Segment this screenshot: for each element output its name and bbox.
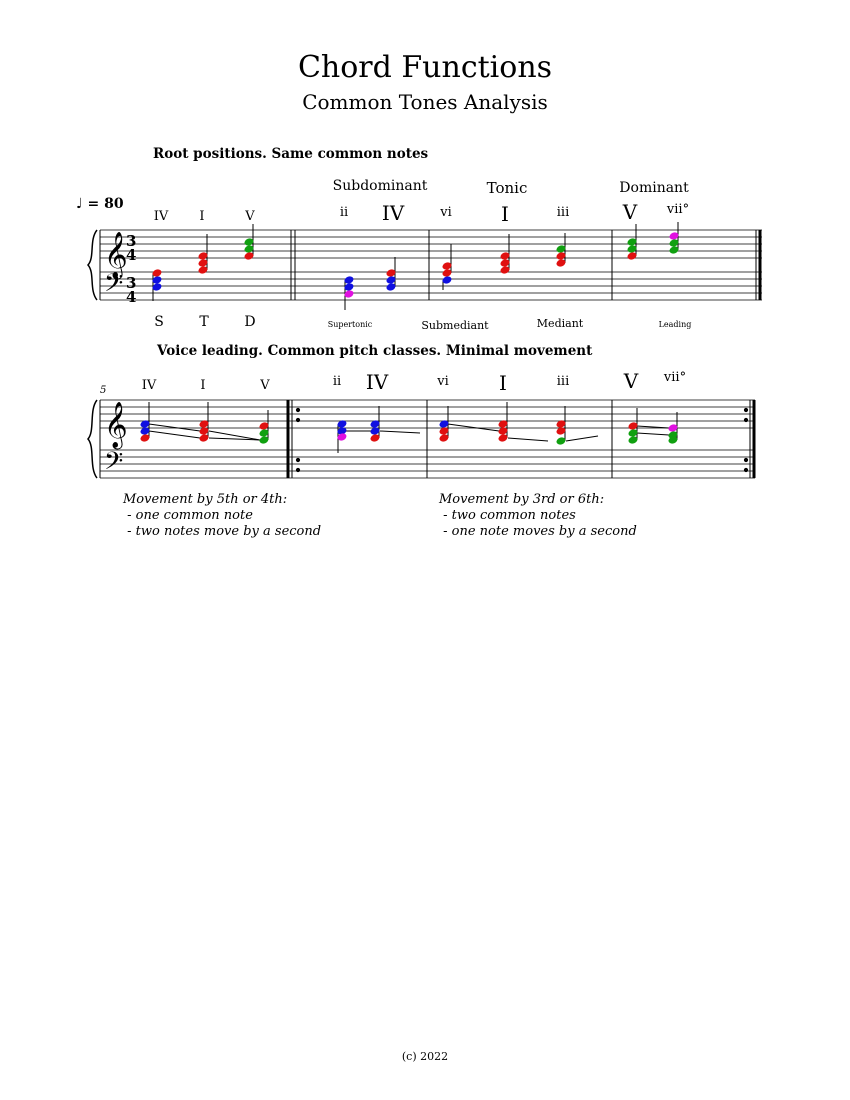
s1-numeral: vii° <box>666 202 690 217</box>
repeat-dot <box>296 458 299 461</box>
repeat-dot <box>296 468 299 471</box>
treble-clef-icon: 𝄞 <box>104 402 128 448</box>
repeat-dot <box>296 408 299 411</box>
s1-degree-label: Submediant <box>421 319 489 332</box>
repeat-dot <box>744 408 747 411</box>
note-third-sixth: Movement by 3rd or 6th: - two common notes - one note moves by a second <box>439 492 637 539</box>
s2-numeral: vi <box>437 374 449 389</box>
tempo-value: = 80 <box>87 196 124 212</box>
s1-function-label: S <box>154 314 164 330</box>
s1-numeral: iii <box>556 205 570 220</box>
s1-degree-label: Leading <box>658 320 692 329</box>
staves <box>100 230 762 478</box>
voice-leading-lines <box>149 424 669 441</box>
s2-numeral: iii <box>556 374 570 389</box>
voice-leading-line <box>508 438 548 441</box>
voice-leading-line <box>149 424 200 431</box>
group-label-dominant: Dominant <box>619 180 689 196</box>
group-label-subdominant: Subdominant <box>332 178 428 194</box>
section2-heading: Voice leading. Common pitch classes. Minimal movement <box>157 343 593 359</box>
repeat-dot <box>744 458 747 461</box>
s1-degree-label: Supertonic <box>327 320 373 329</box>
s1-function-label: T <box>199 314 209 330</box>
s1-numeral: V <box>245 209 255 224</box>
s1-numeral: vi <box>440 205 452 220</box>
s1-function-label: D <box>244 314 256 330</box>
repeat-dot <box>744 468 747 471</box>
time-signature-numerator: 3 <box>126 232 137 250</box>
voice-leading-line <box>637 433 669 435</box>
s2-numeral: I <box>200 378 206 393</box>
system-brace <box>88 230 97 300</box>
copyright: (c) 2022 <box>401 1050 449 1063</box>
note-fifth-fourth: Movement by 5th or 4th: - one common note - two notes move by a second <box>123 492 322 539</box>
bass-clef-icon: 𝄢 <box>104 269 124 304</box>
page-title: Chord Functions <box>297 50 553 85</box>
time-signature-denominator: 4 <box>126 288 137 306</box>
s1-numeral: V <box>622 200 638 224</box>
s2-numeral: I <box>499 371 507 395</box>
system-brace <box>88 400 97 478</box>
section1-heading: Root positions. Same common notes <box>153 146 429 162</box>
bass-clef-icon: 𝄢 <box>104 447 124 482</box>
s2-numeral: vii° <box>663 370 687 385</box>
treble-clef-icon: 𝄞 <box>104 232 128 278</box>
s2-numeral: V <box>623 369 639 393</box>
clefs-and-signatures <box>104 232 136 482</box>
voice-leading-line <box>149 431 200 438</box>
s2-numeral: ii <box>332 374 342 389</box>
s2-numeral: IV <box>141 378 157 393</box>
voice-leading-line <box>566 436 598 441</box>
repeat-dot <box>744 418 747 421</box>
s1-degree-label: Mediant <box>536 317 584 330</box>
s1-numeral: I <box>199 209 205 224</box>
s2-numeral: V <box>260 378 270 393</box>
group-label-tonic: Tonic <box>486 179 528 197</box>
page-subtitle: Common Tones Analysis <box>302 90 548 114</box>
s1-numeral: IV <box>153 209 169 224</box>
s1-numeral: I <box>501 202 509 226</box>
noteheads <box>140 222 680 453</box>
time-signature-denominator: 4 <box>126 246 137 264</box>
voice-leading-line <box>448 424 499 431</box>
barlines <box>88 230 760 478</box>
s1-numeral: IV <box>381 201 405 225</box>
repeat-dot <box>296 418 299 421</box>
s2-numeral: IV <box>365 370 389 394</box>
measure-number: 5 <box>100 385 107 396</box>
time-signature-numerator: 3 <box>126 274 137 292</box>
quarter-note-icon: ♩ <box>76 196 83 212</box>
voice-leading-line <box>380 431 420 433</box>
s1-numeral: ii <box>339 205 349 220</box>
